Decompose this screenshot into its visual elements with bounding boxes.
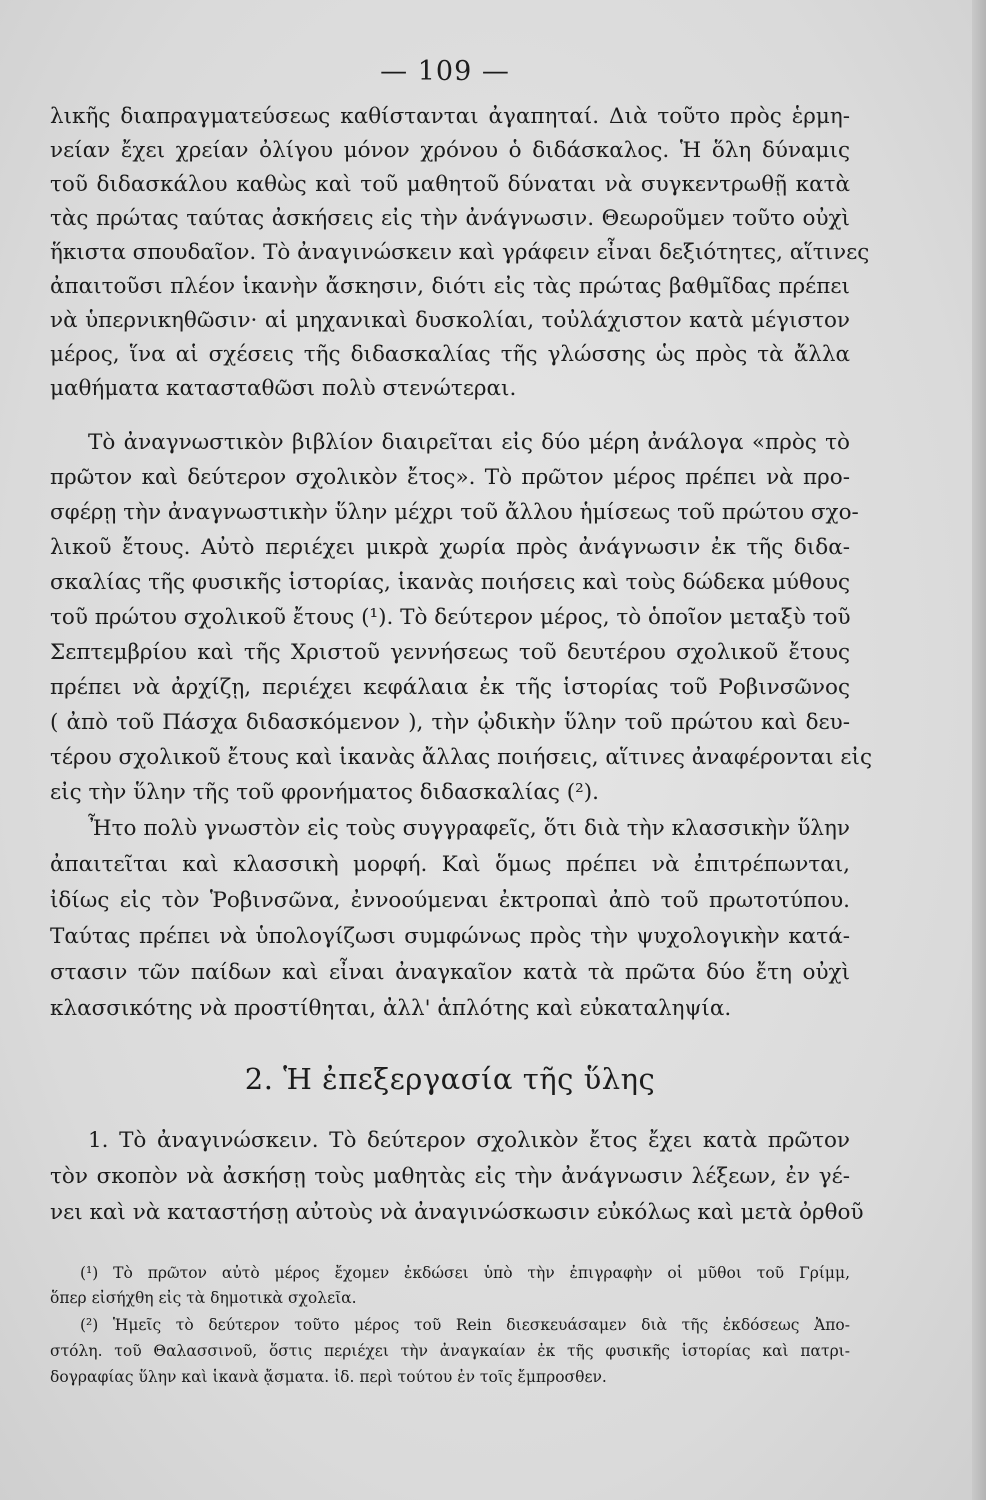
footnote-2-line: δογραφίας ὕλην καὶ ἱκανὰ ᾄσματα. ἰδ. περὶ τούτου ἐν τοῖς ἔμπροσθεν. (50, 1368, 607, 1386)
text-line: στασιν τῶν παίδων καὶ εἶναι ἀναγκαῖον κατὰ τὰ πρῶτα δύο ἔτη οὐχὶ (50, 960, 850, 985)
text-line: σκαλίας τῆς φυσικῆς ἱστορίας, ἱκανὰς ποιήσεις καὶ τοὺς δώδεκα μύθους (50, 570, 850, 595)
text-line: εἰς τὴν ὕλην τῆς τοῦ φρονήματος διδασκαλίας (²). (50, 780, 599, 805)
text-line: τοῦ πρώτου σχολικοῦ ἔτους (¹). Τὸ δεύτερον μέρος, τὸ ὁποῖον μεταξὺ τοῦ (50, 605, 851, 630)
text-line: πρέπει νὰ ἀρχίζῃ, περιέχει κεφάλαια ἐκ τῆς ἱστορίας τοῦ Ροβινσῶνος (50, 675, 850, 700)
footnote-2-line: στόλη. τοῦ Θαλασσινοῦ, ὅστις περιέχει τὴν ἀναγκαίαν ἐκ τῆς φυσικῆς ἱστορίας καὶ πατρι- (50, 1342, 850, 1360)
section-heading: 2. Ἡ ἐπεξεργασία τῆς ὕλης (244, 1062, 656, 1096)
text-line: Τὸ ἀναγνωστικὸν βιβλίον διαιρεῖται εἰς δύο μέρη ἀνάλογα «πρὸς τὸ (88, 430, 850, 455)
text-line: ἀπαιτοῦσι πλέον ἱκανὴν ἄσκησιν, διότι εἰς τὰς πρώτας βαθμῖδας πρέπει (50, 274, 850, 299)
text-line: ἥκιστα σπουδαῖον. Τὸ ἀναγινώσκειν καὶ γράφειν εἶναι δεξιότητες, αἵτινες (50, 240, 870, 265)
text-line: νὰ ὑπερνικηθῶσιν· αἱ μηχανικαὶ δυσκολίαι, τοὐλάχιστον κατὰ μέγιστον (50, 308, 850, 333)
text-line: πρῶτον καὶ δεύτερον σχολικὸν ἔτος». Τὸ πρῶτον μέρος πρέπει νὰ προ- (50, 465, 850, 490)
text-line: τὸν σκοπὸν νὰ ἀσκήσῃ τοὺς μαθητὰς εἰς τὴν ἀνάγνωσιν λέξεων, ἐν γέ- (50, 1164, 850, 1189)
text-line: σφέρῃ τὴν ἀναγνωστικὴν ὕλην μέχρι τοῦ ἄλλου ἡμίσεως τοῦ πρώτου σχο- (50, 500, 859, 525)
text-line: μαθήματα κατασταθῶσι πολὺ στενώτεραι. (50, 376, 517, 401)
text-line: Ταύτας πρέπει νὰ ὑπολογίζωσι συμφώνως πρὸς τὴν ψυχολογικὴν κατά- (50, 924, 850, 949)
text-line: Σεπτεμβρίου καὶ τῆς Χριστοῦ γεννήσεως τοῦ δευτέρου σχολικοῦ ἔτους (50, 640, 850, 665)
text-line: νείαν ἔχει χρείαν ὀλίγου μόνον χρόνου ὁ διδάσκαλος. Ἡ ὅλη δύναμις (50, 138, 850, 163)
page-edge-shadow (972, 0, 986, 1500)
text-line: τὰς πρώτας ταύτας ἀσκήσεις εἰς τὴν ἀνάγνωσιν. Θεωροῦμεν τοῦτο οὐχὶ (50, 206, 850, 231)
footnote-1-line: ὅπερ εἰσήχθη εἰς τὰ δημοτικὰ σχολεῖα. (50, 1289, 357, 1307)
text-line: νει καὶ νὰ καταστήσῃ αὐτοὺς νὰ ἀναγινώσκωσιν εὐκόλως καὶ μετὰ ὀρθοῦ (50, 1200, 864, 1225)
text-line: τέρου σχολικοῦ ἔτους καὶ ἱκανὰς ἄλλας ποιήσεις, αἵτινες ἀναφέρονται εἰς (50, 745, 873, 770)
text-line: λικῆς διαπραγματεύσεως καθίστανται ἀγαπηταί. Διὰ τοῦτο πρὸς ἑρμη- (50, 104, 850, 129)
footnote-2-line: (²) Ἡμεῖς τὸ δεύτερον τοῦτο μέρος τοῦ Rein διεσκευάσαμεν διὰ τῆς ἐκδόσεως Ἀπο- (80, 1316, 850, 1334)
text-line: Ἦτο πολὺ γνωστὸν εἰς τοὺς συγγραφεῖς, ὅτι διὰ τὴν κλασσικὴν ὕλην (88, 816, 850, 841)
text-line: τοῦ διδασκάλου καθὼς καὶ τοῦ μαθητοῦ δύναται νὰ συγκεντρωθῇ κατὰ (50, 172, 850, 197)
page-number: — 109 — (380, 56, 510, 87)
text-line: λικοῦ ἔτους. Αὐτὸ περιέχει μικρὰ χωρία πρὸς ἀνάγνωσιν ἐκ τῆς διδα- (50, 535, 850, 560)
text-line: ἰδίως εἰς τὸν Ῥοβινσῶνα, ἐννοούμεναι ἐκτροπαὶ ἀπὸ τοῦ πρωτοτύπου. (50, 888, 850, 913)
text-line: κλασσικότης νὰ προστίθηται, ἀλλ' ἁπλότης καὶ εὐκαταληψία. (50, 996, 732, 1021)
text-line: μέρος, ἵνα αἱ σχέσεις τῆς διδασκαλίας τῆς γλώσσης ὡς πρὸς τὰ ἄλλα (50, 342, 850, 367)
footnote-1-line: (¹) Τὸ πρῶτον αὐτὸ μέρος ἔχομεν ἐκδώσει ὑπὸ τὴν ἐπιγραφὴν οἱ μῦθοι τοῦ Γρίμμ, (80, 1264, 850, 1282)
text-line: 1. Τὸ ἀναγινώσκειν. Τὸ δεύτερον σχολικὸν ἔτος ἔχει κατὰ πρῶτον (88, 1128, 850, 1153)
text-line: ( ἀπὸ τοῦ Πάσχα διδασκόμενον ), τὴν ᾠδικὴν ὕλην τοῦ πρώτου καὶ δευ- (50, 710, 850, 735)
text-line: ἀπαιτεῖται καὶ κλασσικὴ μορφή. Καὶ ὅμως πρέπει νὰ ἐπιτρέπωνται, (50, 852, 850, 877)
